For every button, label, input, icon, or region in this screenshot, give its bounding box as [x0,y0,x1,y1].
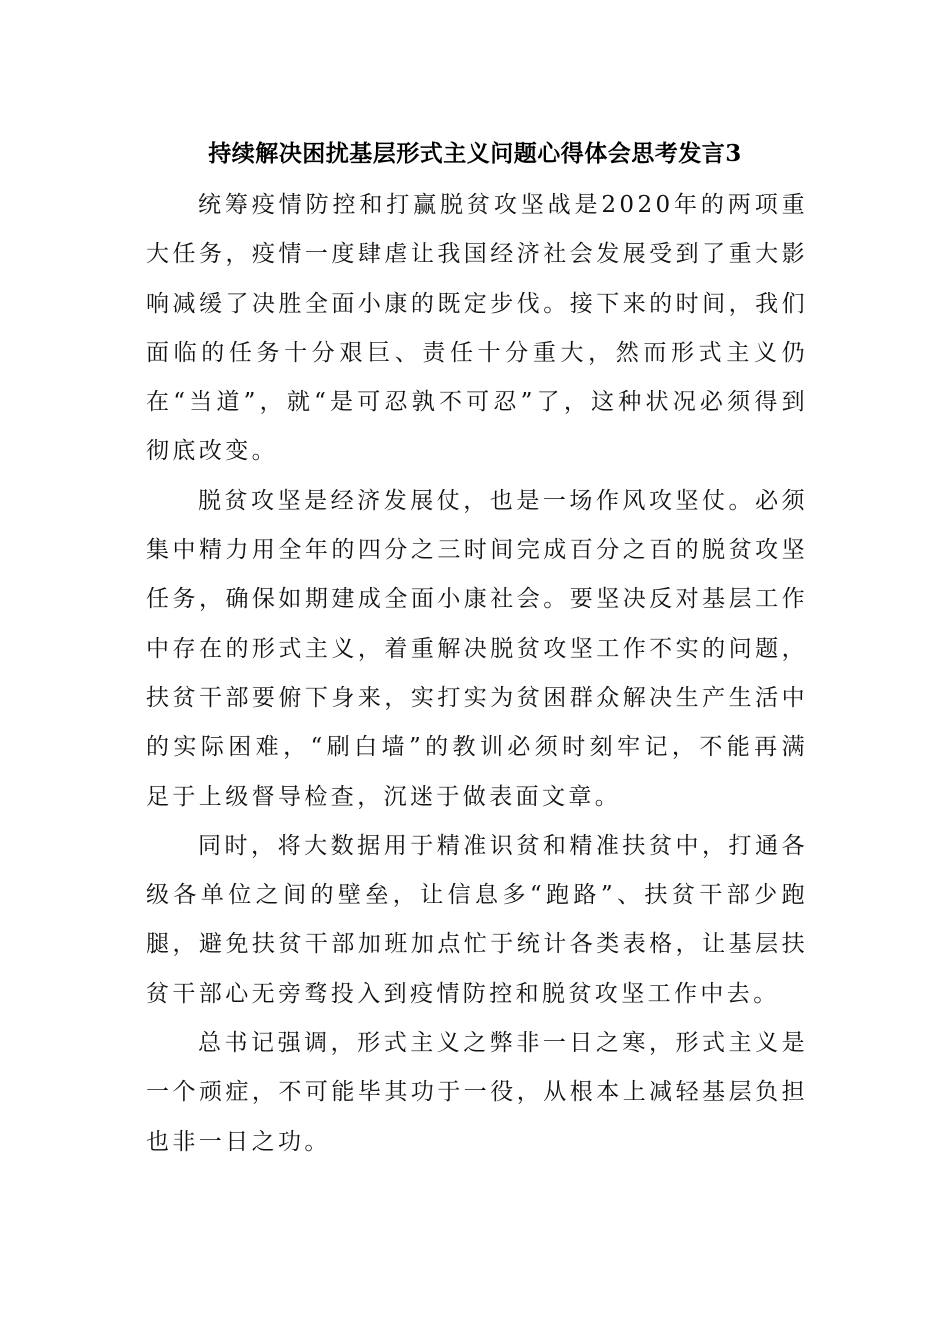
paragraph-1: 统筹疫情防控和打赢脱贫攻坚战是2020年的两项重大任务，疫情一度肆虐让我国经济社会发展受到了重大影响减缓了决胜全面小康的既定步伐。接下来的时间，我们面临的任务十分艰巨、责任十分重大，然而形式主义仍在“当道”，就“是可忍孰不可忍”了，这种状况必须得到彻底改变。 [146,192,808,465]
paragraph-3: 同时，将大数据用于精准识贫和精准扶贫中，打通各级各单位之间的壁垒，让信息多“跑路”、扶贫干部少跑腿，避免扶贫干部加班加点忙于统计各类表格，让基层扶贫干部心无旁骛投入到疫情防控和脱贫攻坚工作中去。 [146,832,808,1007]
paragraph-2: 脱贫攻坚是经济发展仗，也是一场作风攻坚仗。必须集中精力用全年的四分之三时间完成百分之百的脱贫攻坚任务，确保如期建成全面小康社会。要坚决反对基层工作中存在的形式主义，着重解决脱贫攻坚工作不实的问题，扶贫干部要俯下身来，实打实为贫困群众解决生产生活中的实际困难，“刷白墙”的教训必须时刻牢记，不能再满足于上级督导检查，沉迷于做表面文章。 [146,487,808,810]
document-title: 持续解决困扰基层形式主义问题心得体会思考发言3 [208,140,742,167]
paragraph-4: 总书记强调，形式主义之弊非一日之寒，形式主义是一个顽症，不可能毕其功于一役，从根本上减轻基层负担也非一日之功。 [146,1030,808,1155]
document-body [146,181,808,1167]
